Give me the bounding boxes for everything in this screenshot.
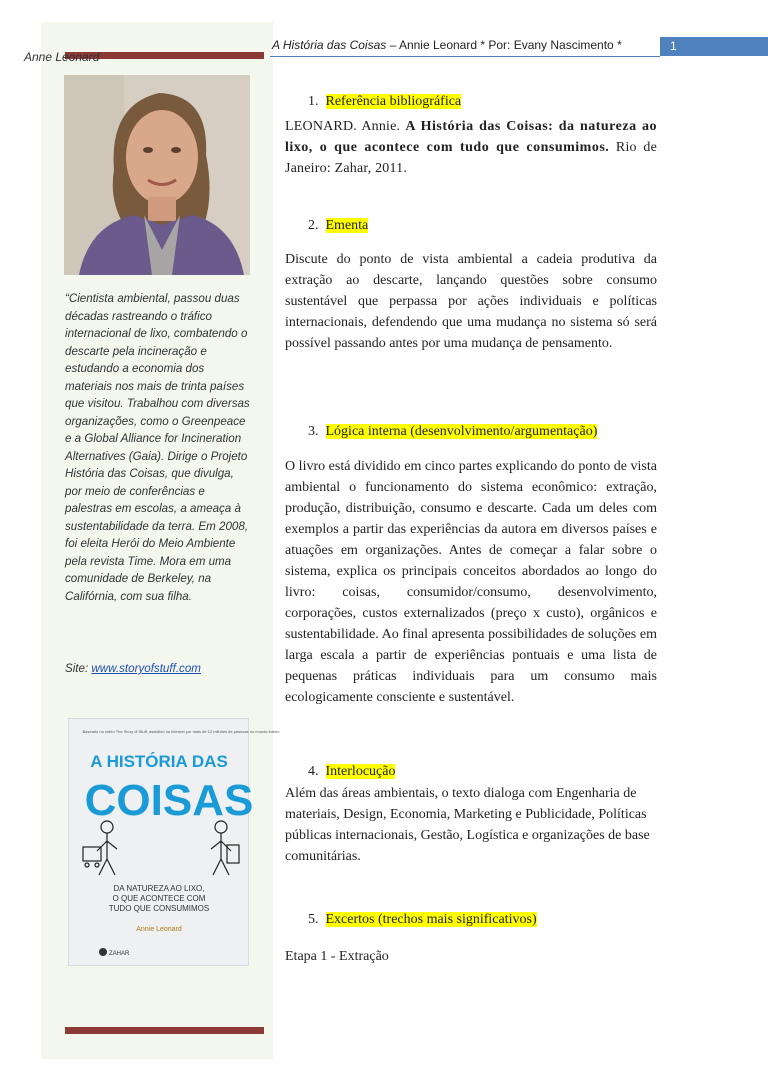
book-cover: [68, 718, 280, 966]
interlocucao-text: Além das áreas ambientais, o texto dialoga com Engenharia de materiais, Design, Economia, Marketing e Publicidade, Políticas públicas internacionais, Gestão, Logística e organizações de base comunitárias.: [285, 786, 650, 864]
excerto-first: Etapa 1 - Extração: [285, 949, 389, 964]
sidebar-bottom-rule: [65, 1027, 264, 1034]
ementa-block: [285, 249, 657, 354]
book-title-line2: COISAS: [84, 776, 254, 825]
book-publisher: ZAHAR: [109, 951, 130, 957]
author-name: Anne Leonard: [24, 50, 100, 64]
book-author: Annie Leonard: [136, 926, 182, 933]
section-number: 2.: [308, 218, 319, 233]
book-subtitle-line3: TUDO QUE CONSUMIMOS: [108, 904, 210, 913]
page-number: 1: [670, 39, 677, 53]
site-link[interactable]: www.storyofstuff.com: [91, 662, 201, 675]
author-photo: [64, 75, 250, 275]
section-number: 4.: [308, 764, 319, 779]
section-title: Referência bibliográfica: [325, 94, 462, 109]
section-number: 1.: [308, 94, 319, 109]
reference-text: [285, 116, 657, 179]
publisher-logo-icon: [99, 948, 107, 956]
header-rule: [270, 56, 660, 57]
book-subtitle-line2: O QUE ACONTECE COM: [112, 894, 206, 903]
page-number-box: [660, 37, 768, 56]
reference-publication: Rio de Janeiro: Zahar, 2011.: [285, 140, 657, 176]
site-line: [65, 662, 201, 675]
reference-author: LEONARD. Annie.: [285, 119, 406, 134]
section-heading-5: [308, 912, 537, 928]
excerto-block: [285, 946, 657, 967]
section-number: 3.: [308, 424, 319, 439]
section-number: 5.: [308, 912, 319, 927]
section-title: Lógica interna (desenvolvimento/argumentação): [325, 424, 598, 439]
running-header: [272, 38, 622, 52]
author-bio: “Cientista ambiental, passou duas décadas rastreando o tráfico internacional de lixo, combatendo o descarte pela incineração e estudando a economia dos materiais nos mais de trinta países que visitou. Trabalhou com diversas organizações, como o Greenpeace e a Global Alliance for Incineration Alternatives (Gaia). Dirige o Projeto História das Coisas, que divulga, por meio de conferências e palestras em escolas, a ameaça à sustentabilidade da terra. Em 2008, foi eleita Herói do Meio Ambiente pela revista Time. Mora em uma comunidade de Berkeley, na Califórnia, com sua filha.: [65, 292, 250, 603]
section-title: Interlocução: [325, 764, 396, 779]
site-label: Site:: [65, 662, 92, 675]
logica-block: [285, 456, 657, 708]
ementa-text: Discute do ponto de vista ambiental a cadeia produtiva da extração ao descarte, lançando questões sobre consumo sustentável que perpassa por ações individuais e políticas internacionais, defendendo que uma mudança no sistema só será possível passando antes por uma mudança de pensamento.: [285, 252, 657, 351]
section-heading-1: [308, 94, 461, 110]
section-heading-2: [308, 218, 368, 234]
book-subtitle-line1: DA NATUREZA AO LIXO,: [113, 884, 205, 893]
reference-title: A História das Coisas: da natureza ao lixo, o que acontece com tudo que consumimos.: [285, 119, 657, 155]
section-title: Excertos (trechos mais significativos): [325, 912, 537, 927]
header-subtitle: – Annie Leonard * Por: Evany Nascimento *: [386, 38, 622, 52]
section-heading-3: [308, 424, 597, 440]
section-title: Ementa: [325, 218, 369, 233]
logica-text: O livro está dividido em cinco partes explicando do ponto de vista ambiental o funcionamento do sistema econômico: extração, produção, distribuição, consumo e descarte. Cada um deles com exemplos a partir das experiências da autora em diversos países e atuações em organizações. Antes de começar a falar sobre o sistema, explica os principais conceitos abordados ao longo do livro: coisas, consumidor/consumo, desenvolvimento, corporações, custos externalizados (preço x custo), orgânicos e sustentabilidade. Ao final apresenta possibilidades de soluções em larga escala a partir de experiências pontuais e uma lista de pequenas práticas individuais para um consumo mais ecologicamente consciente e sustentável.: [285, 459, 657, 705]
book-blurb: Baseado no vídeo The Story of Stuff, assistido na internet por mais de 12 milhões de pessoas no mundo inteiro: [82, 729, 280, 734]
book-title-line1: A HISTÓRIA DAS: [90, 752, 228, 771]
header-title: A História das Coisas: [272, 38, 387, 52]
section-heading-4: [308, 764, 395, 780]
interlocucao-block: [285, 783, 657, 867]
reference-block: [285, 116, 657, 179]
